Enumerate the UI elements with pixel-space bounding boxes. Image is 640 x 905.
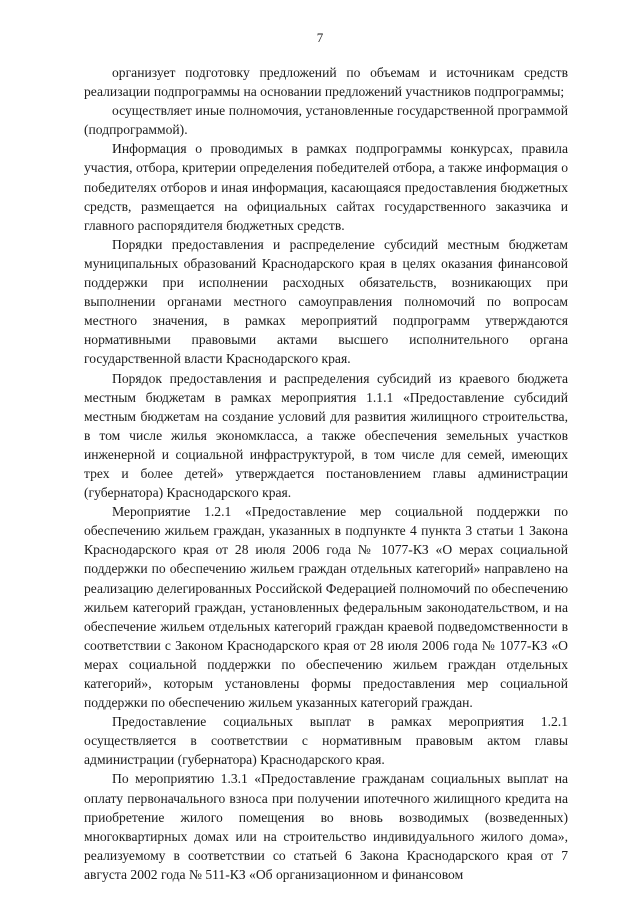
paragraph: Предоставление социальных выплат в рамках мероприятия 1.2.1 осуществляется в соответствии с нормативным правовым актом главы администрации (губернатора) Краснодарского края. bbox=[84, 714, 568, 768]
paragraph: Порядки предоставления и распределение субсидий местным бюджетам муниципальных образований Краснодарского края в целях оказания финансовой поддержки при исполнении расходных обязательств, возникающих при выполнении органами местного самоуправления полномочий по вопросам местного значения, в рамках мероприятий подпрограмм утверждаются нормативными правовыми актами высшего исполнительного органа государственной власти Краснодарского края. bbox=[84, 236, 568, 367]
paragraph: Информация о проводимых в рамках подпрограммы конкурсах, правила участия, отбора, критерии определения победителей отбора, а также информация о победителях отборов и иная информация, касающаяся предоставления бюджетных средств, размещается на официальных сайтах государственного заказчика и главного распорядителя бюджетных средств. bbox=[84, 141, 568, 233]
paragraph: Мероприятие 1.2.1 «Предоставление мер социальной поддержки по обеспечению жильем граждан, указанных в подпункте 4 пункта 3 статьи 1 Закона Краснодарского края от 28 июля 2006 года № 1077-КЗ «О мерах социальной поддержки по обеспечению жильем граждан отдельных категорий» направлено на реализацию делегированных Российской Федерацией полномочий по обеспечению жильем категорий граждан, установленных федеральным законодательством, и на обеспечение жильем отдельных категорий граждан краевой подведомственности в соответствии с Законом Краснодарского края от 28 июля 2006 года № 1077-КЗ «О мерах социальной поддержки по обеспечению жильем граждан отдельных категорий», которым установлены формы предоставления мер социальной поддержки по обеспечению жильем указанных категорий граждан. bbox=[84, 504, 568, 711]
document-body bbox=[84, 63, 568, 884]
paragraph: По мероприятию 1.3.1 «Предоставление гражданам социальных выплат на оплату первоначального взноса при получении ипотечного жилищного кредита на приобретение жилого помещения во вновь возводимых (возведенных) многоквартирных домах или на строительство индивидуального жилого дома», реализуемому в соответствии со статьей 6 Закона Краснодарского края от 7 августа 2002 года № 511-КЗ «Об организационном и финансовом bbox=[84, 771, 568, 882]
paragraph: Порядок предоставления и распределения субсидий из краевого бюджета местным бюджетам в рамках мероприятия 1.1.1 «Предоставление субсидий местным бюджетам на создание условий для развития жилищного строительства, в том числе жилья экономкласса, а также обеспечения земельных участков инженерной и социальной инфраструктурой, в том числе для семей, имеющих трех и более детей» утверждается постановлением главы администрации (губернатора) Краснодарского края. bbox=[84, 370, 568, 501]
paragraph: осуществляет иные полномочия, установленные государственной программой (подпрограммой). bbox=[84, 103, 568, 138]
paragraph: организует подготовку предложений по объемам и источникам средств реализации подпрограммы на основании предложений участников подпрограммы; bbox=[84, 65, 568, 100]
page-number: 7 bbox=[316, 30, 324, 45]
